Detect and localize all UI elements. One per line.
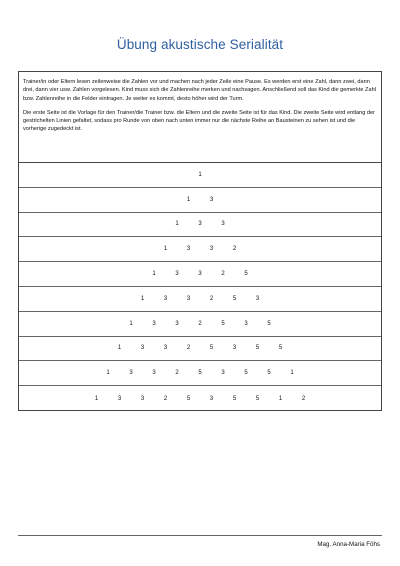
tower-row xyxy=(19,361,381,386)
tower-row xyxy=(19,312,381,337)
tower-number: 3 xyxy=(209,246,214,253)
tower-number: 2 xyxy=(209,295,214,302)
tower-number: 5 xyxy=(255,345,260,352)
tower-number: 3 xyxy=(163,295,168,302)
tower-number: 3 xyxy=(175,271,179,278)
tower-number: 1 xyxy=(140,295,145,302)
tower-number: 5 xyxy=(267,370,271,377)
tower-row xyxy=(19,213,381,238)
tower-number: 5 xyxy=(255,395,260,402)
tower-number: 3 xyxy=(221,221,225,228)
tower-number: 1 xyxy=(129,320,133,327)
tower-number: 3 xyxy=(232,345,237,352)
tower-number: 5 xyxy=(267,320,271,327)
tower-number: 3 xyxy=(186,295,191,302)
tower-number: 2 xyxy=(232,246,237,253)
tower-number: 1 xyxy=(117,345,122,352)
instructions-paragraph-1: Trainer/in oder Eltern lesen zeilenweise die Zahlen vor und machen nach jeder Zeile eine Pause. Es werden erst eine Zahl, dann zwei, dann drei, dann vier usw. Zahlen vorgelesen. Kind muss sich die Zahlenreihe merken und nachsagen. Anschließend soll das Kind die gemerkte Zahl bzw. Zahlenreihe in die Felder eintragen. Je weiter es kommt, desto höher wird der Turm. xyxy=(23,79,376,102)
tower-number: 1 xyxy=(106,370,110,377)
tower-number: 1 xyxy=(186,196,191,203)
tower-number: 5 xyxy=(232,395,237,402)
tower-row xyxy=(19,188,381,213)
tower-number: 2 xyxy=(198,320,202,327)
tower-number: 5 xyxy=(221,320,225,327)
instructions-box xyxy=(19,72,381,163)
tower-number: 3 xyxy=(152,370,156,377)
tower-row xyxy=(19,337,381,362)
tower-row xyxy=(19,163,381,188)
tower-number: 5 xyxy=(244,271,248,278)
tower-number: 5 xyxy=(278,345,283,352)
tower-number: 3 xyxy=(221,370,225,377)
tower-number: 1 xyxy=(290,370,294,377)
tower-row xyxy=(19,287,381,312)
tower-number: 2 xyxy=(186,345,191,352)
tower-number: 5 xyxy=(244,370,248,377)
tower-number: 3 xyxy=(140,395,145,402)
tower-number: 3 xyxy=(152,320,156,327)
tower-row xyxy=(19,237,381,262)
tower-number: 3 xyxy=(209,395,214,402)
tower-number: 3 xyxy=(255,295,260,302)
tower-number: 1 xyxy=(163,246,168,253)
tower-number: 5 xyxy=(232,295,237,302)
tower-number: 2 xyxy=(301,395,306,402)
tower-number: 1 xyxy=(94,395,99,402)
tower-row xyxy=(19,262,381,287)
tower-number: 3 xyxy=(209,196,214,203)
tower-row xyxy=(19,386,381,411)
tower-number: 3 xyxy=(163,345,168,352)
exercise-frame xyxy=(18,71,382,411)
tower-number: 3 xyxy=(129,370,133,377)
tower-number: 5 xyxy=(198,370,202,377)
tower-number: 3 xyxy=(140,345,145,352)
tower-number: 2 xyxy=(221,271,225,278)
tower-number: 3 xyxy=(175,320,179,327)
footer-author: Mag. Anna-Maria Föhs xyxy=(317,541,380,548)
tower-number: 2 xyxy=(175,370,179,377)
tower-number: 1 xyxy=(175,221,179,228)
page-title: Übung akustische Serialität xyxy=(116,37,284,52)
tower-number: 3 xyxy=(186,246,191,253)
number-tower xyxy=(19,163,381,411)
tower-number: 1 xyxy=(278,395,283,402)
tower-number: 1 xyxy=(198,171,202,178)
instructions-paragraph-2: Die erste Seite ist die Vorlage für den Trainer/die Trainer bzw. die Eltern und die zweite Seite ist für das Kind. Die zweite Seite wird entlang der gestrichelten Linien gefaltet, sodass pro Runde von oben nach unten immer nur die nächste Reihe an Bausteinen zu sehen ist und die vorherige zugedeckt ist. xyxy=(23,109,375,133)
tower-number: 3 xyxy=(198,271,202,278)
tower-number: 2 xyxy=(163,395,168,402)
tower-number: 5 xyxy=(186,395,191,402)
tower-number: 5 xyxy=(209,345,214,352)
tower-number: 3 xyxy=(117,395,122,402)
tower-number: 3 xyxy=(198,221,202,228)
tower-number: 1 xyxy=(152,271,156,278)
tower-number: 3 xyxy=(244,320,248,327)
footer-divider xyxy=(18,535,382,536)
